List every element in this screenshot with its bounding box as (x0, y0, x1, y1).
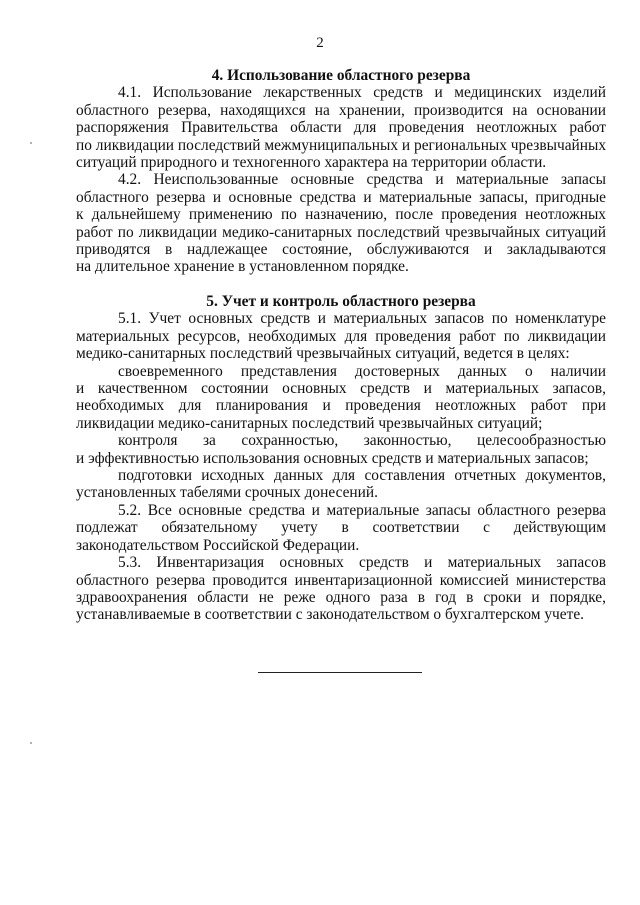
text-line: медико-санитарных последствий чрезвычайных ситуаций, ведется в целях: (76, 345, 570, 363)
text-line: подготовки исходных данных для составления отчетных документов, (118, 467, 606, 485)
text-line: ситуаций природного и техногенного характера на территории области. (76, 154, 547, 172)
paragraph (76, 310, 606, 362)
paragraph (76, 554, 606, 624)
paragraph (76, 363, 606, 433)
text-line: необходимых для планирования и проведения неотложных работ при (76, 397, 606, 415)
paragraph (76, 432, 606, 467)
text-line: установленных табелями срочных донесений. (76, 484, 378, 502)
text-line: ликвидации медико-санитарных последствий чрезвычайных ситуаций; (76, 414, 543, 432)
text-line: распоряжения Правительства области для проведения неотложных работ (76, 119, 606, 137)
text-line: законодательством Российской Федерации. (76, 536, 360, 554)
text-line: работ по ликвидации медико-санитарных последствий чрезвычайных ситуаций (76, 223, 606, 241)
scan-speck (30, 742, 32, 744)
scan-speck (30, 142, 32, 144)
text-line: устанавливаемые в соответствии с законодательством о бухгалтерском учете. (76, 606, 585, 624)
paragraph (76, 84, 606, 171)
text-line: 5.3. Инвентаризация основных средств и материальных запасов (118, 554, 606, 572)
paragraph (76, 502, 606, 554)
text-line: своевременного представления достоверных данных о наличии (118, 362, 606, 380)
section-heading: 4. Использование областного резерва (211, 67, 471, 84)
page-number: 2 (316, 35, 324, 51)
text-line: 5.2. Все основные средства и материальные запасы областного резерва (118, 501, 606, 519)
section-heading: 5. Учет и контроль областного резерва (206, 293, 476, 310)
text-line: по ликвидации последствий межмуниципальных и региональных чрезвычайных (76, 136, 607, 154)
text-line: областного резерва, находящихся на хранении, производится на основании (76, 101, 606, 119)
paragraph (76, 171, 606, 275)
text-line: приводятся в надлежащее состояние, обслуживаются и закладываются (76, 241, 606, 259)
paragraph (76, 467, 606, 502)
text-line: областного резерва проводится инвентаризационной комиссией министерства (76, 571, 606, 589)
text-line: 5.1. Учет основных средств и материальных запасов по номенклатуре (118, 310, 606, 328)
text-line: подлежат обязательному учету в соответствии с действующим (76, 519, 606, 537)
text-line: и качественном состоянии основных средств и материальных запасов, (76, 380, 606, 398)
text-line: материальных ресурсов, необходимых для проведения работ по ликвидации (76, 327, 606, 345)
text-line: на длительное хранение в установленном порядке. (76, 258, 409, 276)
text-line: 4.2. Неиспользованные основные средства и материальные запасы (118, 171, 606, 189)
text-line: к дальнейшему применению по назначению, после проведения неотложных (76, 206, 606, 224)
text-line: здравоохранения области не реже одного раза в год в сроки и порядке, (76, 588, 606, 606)
section-4-usage (76, 67, 606, 276)
text-line: контроля за сохранностью, законностью, целесообразностью (118, 432, 606, 450)
text-line: 4.1. Использование лекарственных средств и медицинских изделий (118, 84, 606, 102)
text-line: областного резерва и основные средства и материальные запасы, пригодные (76, 188, 606, 206)
text-line: и эффективностью использования основных средств и материальных запасов; (76, 449, 589, 467)
end-separator-line (258, 672, 422, 673)
section-5-accounting (76, 293, 606, 624)
